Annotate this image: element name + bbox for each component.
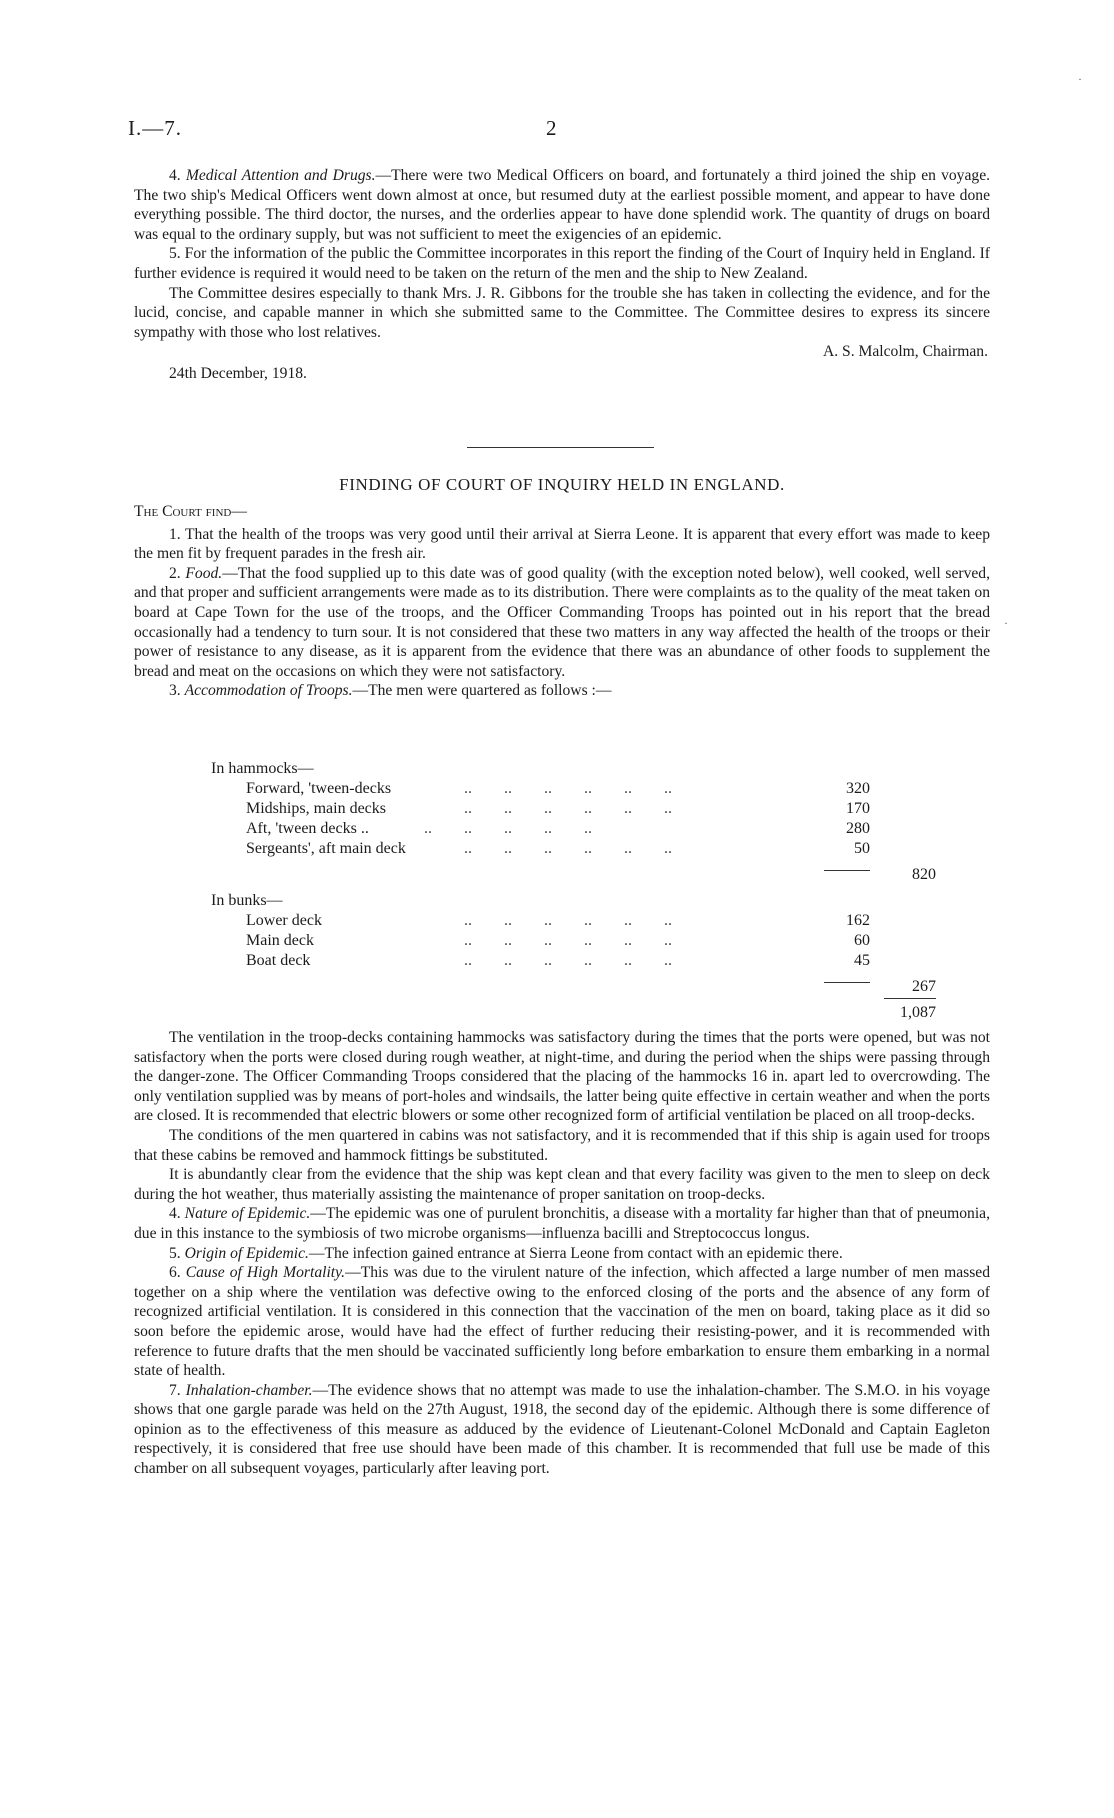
paragraph [134,284,990,343]
paragraph-heading: Cause of High Mortality. [185,1264,346,1282]
paragraph-text: —That the food supplied up to this date was of good quality (with the exception noted below), well cooked, well served, and that proper and sufficient arrangements were made as to its distribution. There were complaints as to the quality of the meat taken on board at Cape Town for the use of the troops, and the Officer Commanding Troops has pointed out in his report that the bread occasionally had a tendency to turn sour. It is not considered that these two matters in any way affected the health of the troops or their power of resistance to any disease, as it is apparent from the evidence that there was an abundance of other foods to supplement the bread and meat on the occasions on which they were not satisfactory. [134,564,990,680]
paragraph [134,1204,990,1243]
paragraph-text: It is abundantly clear from the evidence that the ship was kept clean and that every facility was given to the men to sleep on deck during the hot weather, thus materially assisting the maintenance of proper sanitation on troop-decks. [134,1166,990,1203]
paragraph-text: —The evidence shows that no attempt was made to use the inhalation-chamber. The S.M.O. in his voyage shows that one gargle parade was held on the 27th August, 1918, the second day of the epidemic. Although there is some difference of opinion as to the effectiveness of this measure as adduced by the evidence of Lieutenant-Colonel McDonald and Captain Eagleton respectively, it is considered that free use should have been made of this chamber. It is recommended that full use be made of this chamber on all subsequent voyages, particularly after leaving port. [134,1381,990,1478]
document-reference: I.—7. [128,116,182,140]
quarters-count: 45 [854,952,870,969]
paragraph [134,525,990,564]
paragraph [134,1028,990,1126]
paragraph-number: 4. [169,167,186,184]
quarters-subtotal: 267 [912,978,936,995]
paragraph-heading: Accommodation of Troops. [184,682,353,700]
quarters-location: Main deck [246,932,314,949]
quarters-row [134,952,990,972]
committee-report [134,166,990,384]
paragraph-text: 5. For the information of the public the Committee incorporates in this report the finding of the Court of Inquiry held in England. If further evidence is required it would need to be taken on the return of the men and the ship to New Zealand. [134,245,990,282]
paragraph-number: 7. [169,1381,186,1399]
paragraph [134,681,990,701]
paragraph-text: That the health of the troops was very good until their arrival at Sierra Leone. It is apparent that every effort was made to keep the men fit by frequent parades in the fresh air. [134,525,991,563]
total-rule [884,998,936,999]
quarters-total-row [134,992,990,1022]
findings-part-one [134,502,990,701]
subtotal-rule [824,870,870,871]
quarters-row [134,840,990,860]
report-date: 24th December, 1918. [169,364,307,382]
signature: A. S. Malcolm, Chairman. [822,343,988,361]
intro-paragraphs [134,166,990,342]
quarters-grand-total: 1,087 [900,1004,936,1021]
paragraph-number: 2. [169,564,186,582]
paragraph-text: —The infection gained entrance at Sierra Leone from contact with an epidemic there. [308,1244,843,1262]
paragraph-text: The conditions of the men quartered in cabins was not satisfactory, and it is recommended that if this ship is again used for troops that these cabins be removed and hammock fittings be substituted. [134,1126,990,1164]
paragraph [134,166,990,244]
quarters-location: Midships, main decks [246,800,386,817]
paragraph [134,1126,990,1165]
paragraph-text: The Committee desires especially to thank Mrs. J. R. Gibbons for the trouble she has taken in collecting the evidence, and for the lucid, concise, and capable manner in which she submitted same to the Committee. The Committee desires to express its sincere sympathy with those who lost relatives. [134,284,990,341]
paragraph-number: 1. [169,525,186,543]
quarters-count: 320 [846,780,870,797]
paragraph-number: 4. [169,1205,185,1223]
leader-dots: .. .. .. .. .. .. [464,932,672,949]
page-edge-mark: · [1004,616,1008,630]
paragraph-heading: Origin of Epidemic. [184,1244,309,1262]
subtotal-rule [824,982,870,983]
paragraph [134,1244,990,1264]
paragraph-number: 3. [169,682,185,700]
leader-dots: .. .. .. .. .. [384,820,592,837]
leader-dots: .. .. .. .. .. .. [464,840,672,857]
quarters-row [134,780,990,800]
leader-dots: .. .. .. .. .. .. [464,800,672,817]
finding-title: FINDING OF COURT OF INQUIRY HELD IN ENGLAND. [339,475,785,494]
paragraph-heading: Medical Attention and Drugs. [185,167,376,184]
quarters-subtotal-row [134,860,990,883]
quarters-count: 280 [846,820,870,837]
quarters-count: 162 [846,912,870,929]
quarters-location: Forward, 'tween-decks [246,780,392,797]
paragraph-text: —The epidemic was one of purulent bronchitis, a disease with a mortality far higher than that of pneumonia, due in this instance to the symbiosis of two microbe organisms—influenza bacilli and Streptococcus longus. [134,1205,990,1242]
quarters-row [134,932,990,952]
quarters-group-row [134,892,990,912]
quarters-row [134,820,990,840]
section-divider [467,447,654,448]
paragraph [134,1263,990,1381]
paragraph-text: —This was due to the virulent nature of the infection, which affected a large number of men massed together on a ship where the ventilation was defective owing to the enforced closing of the ports and the absence of any form of recognized artificial ventilation. It is considered in this connection that the vaccination of the men on board, taking place as it did so soon before the epidemic arose, would have had the effect of further reducing their resisting-power, and it is recommended with reference to future drafts that the men should be vaccinated sufficiently long before embarkation to ensure them embarking in a normal state of health. [134,1264,991,1380]
paragraph [134,1165,990,1204]
quarters-count: 60 [854,932,870,949]
findings-part-two [134,1028,990,1479]
page-number: 2 [546,116,557,140]
quarters-location: Lower deck [246,912,322,929]
page-edge-mark: · [1078,72,1082,86]
spacer [134,880,990,892]
court-find-label: The Court find— [134,503,247,520]
paragraph-heading: Inhalation-chamber. [185,1381,313,1399]
quarters-count: 50 [854,840,870,857]
quarters-location: Sergeants', aft main deck [246,840,406,857]
paragraph-text: The ventilation in the troop-decks containing hammocks was satisfactory during the times that the ports were opened, but was not satisfactory when the ports were closed during rough weather, at night-time, and during the period when the ships were passing through the danger-zone. The Officer Commanding Troops considered that the placing of the hammocks 16 in. apart led to overcrowding. The only ventilation supplied was by means of port-holes and windsails, the latter being quite effective in certain weather and when the ports are closed. It is recommended that electric blowers or some other recognized form of artificial ventilation be placed on all troop-decks. [134,1029,990,1125]
paragraph-heading: Food. [185,564,223,582]
quarters-location: Aft, 'tween decks .. [246,820,369,837]
findings-list-b [134,1028,990,1479]
findings-list-a [134,525,990,701]
paragraph [134,244,990,283]
paragraph-heading: Nature of Epidemic. [184,1205,311,1223]
paragraph-number: 5. [169,1244,185,1262]
quarters-subtotal: 820 [912,866,936,883]
quarters-row [134,912,990,932]
quarters-group-label: In bunks— [211,892,283,909]
quarters-group-row [134,760,990,780]
paragraph [134,564,990,682]
leader-dots: .. .. .. .. .. .. [464,952,672,969]
quarters-table [134,760,990,1022]
paragraph-text: —There were two Medical Officers on board, and fortunately a third joined the ship en voyage. The two ship's Medical Officers went down almost at once, but resumed duty at the earliest possible moment, and appear to have done everything possible. The third doctor, the nurses, and the orderlies appear to have done splendid work. The quantity of drugs on board was equal to the ordinary supply, but was not sufficient to meet the exigencies of an epidemic. [134,167,991,243]
quarters-subtotal-row [134,972,990,995]
quarters-count: 170 [846,800,870,817]
leader-dots: .. .. .. .. .. .. [464,912,672,929]
leader-dots: .. .. .. .. .. .. [464,780,672,797]
paragraph [134,1381,990,1479]
paragraph-number: 6. [169,1264,186,1282]
quarters-location: Boat deck [246,952,311,969]
quarters-group-label: In hammocks— [211,760,314,777]
quarters-row [134,800,990,820]
paragraph-text: —The men were quartered as follows :— [352,682,612,700]
